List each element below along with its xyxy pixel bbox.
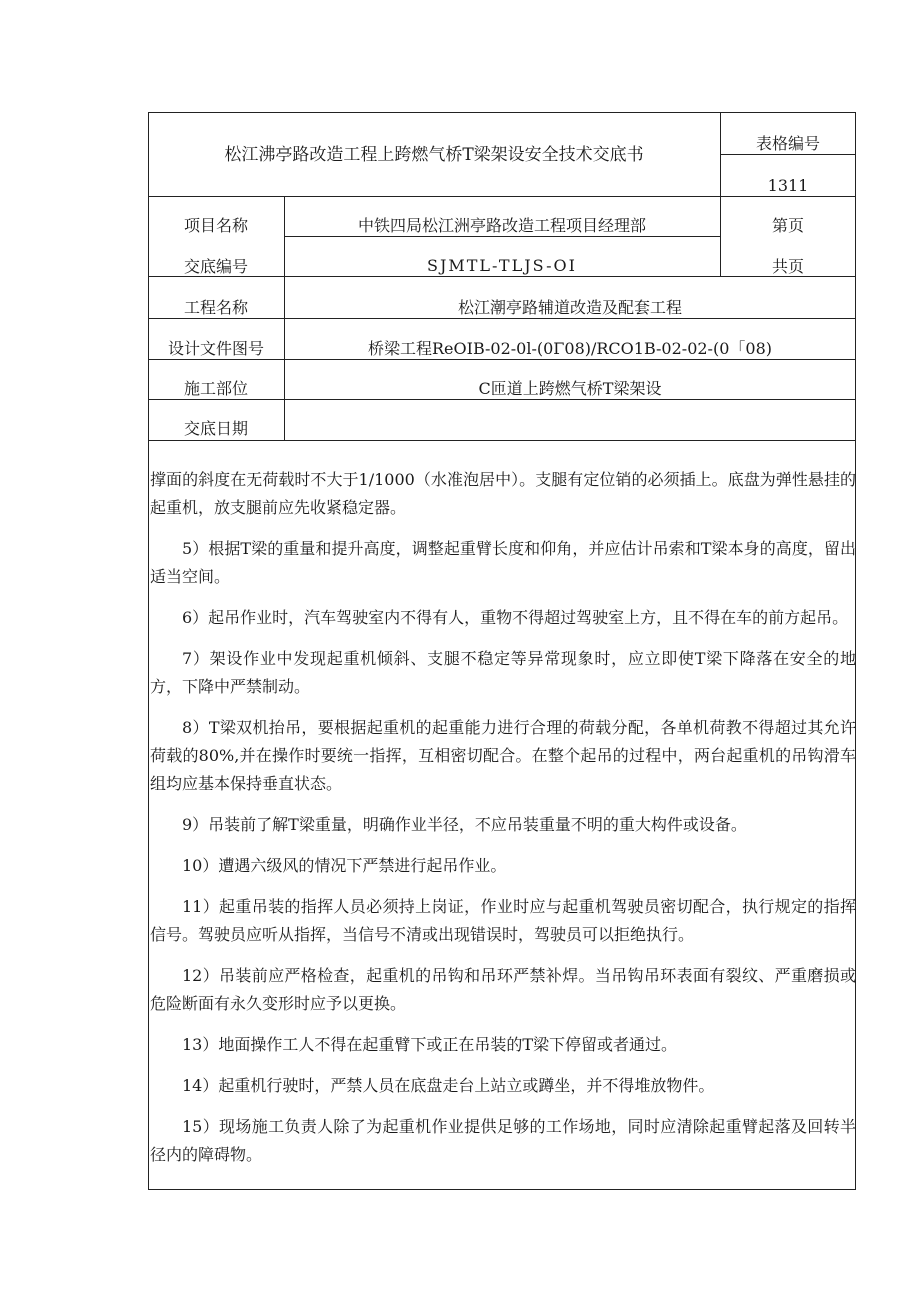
row-divider — [284, 236, 720, 237]
design-document-label: 设计文件图号 — [167, 339, 264, 358]
engineering-name-label: 工程名称 — [183, 298, 248, 317]
paragraph: 撑面的斜度在无荷载时不大于1/1000（水准泡居中）。支腿有定位销的必须插上。底盘为弹性悬挂的起重机，放支腿前应先收紧稳定器。 — [150, 470, 856, 517]
construction-part-label: 施工部位 — [183, 379, 248, 398]
row-divider — [148, 318, 856, 319]
design-document-value: 桥梁工程ReOIB-02-0l-(0Γ08)/RCO1B-02-02-(0「08) — [367, 339, 772, 358]
row-divider — [148, 399, 856, 400]
paragraph: 13）地面操作工人不得在起重臂下或正在吊装的T梁下停留或者通过。 — [182, 1035, 678, 1054]
paragraph: 12）吊装前应严格检查，起重机的吊钩和吊环严禁补焊。当吊钩吊环表面有裂纹、严重磨损或危险断面有永久变形时应予以更换。 — [150, 966, 856, 1013]
form-number-value: 1311 — [767, 176, 809, 195]
disclosure-number-value: SJMTL-TLJS-OI — [427, 256, 577, 275]
paragraph: 10）遭遇六级风的情况下严禁进行起吊作业。 — [182, 856, 507, 875]
paragraph: 5）根据T梁的重量和提升高度，调整起重臂长度和仰角，并应估计吊索和T梁本身的高度，留出适当空间。 — [150, 539, 856, 586]
paragraph: 6）起吊作业时，汽车驾驶室内不得有人，重物不得超过驾驶室上方，且不得在车的前方起吊。 — [182, 608, 849, 627]
row-divider — [148, 196, 856, 197]
project-name-label: 项目名称 — [183, 216, 248, 235]
paragraph: 7）架设作业中发现起重机倾斜、支腿不稳定等异常现象时，应立即使T梁下降落在安全的地方，下降中严禁制动。 — [150, 649, 856, 696]
paragraph: 15）现场施工负责人除了为起重机作业提供足够的工作场地，同时应清除起重臂起落及回转半径内的障碍物。 — [150, 1117, 856, 1164]
row-divider — [148, 440, 856, 441]
form-number-label: 表格编号 — [755, 134, 820, 153]
construction-part-value: C匝道上跨燃气桥T梁架设 — [478, 379, 662, 398]
body-text — [150, 466, 856, 1182]
paragraph: 11）起重吊装的指挥人员必须持上岗证，作业时应与起重机驾驶员密切配合，执行规定的指挥信号。驾驶员应听从指挥，当信号不清或出现错误时，驾驶员可以拒绝执行。 — [150, 897, 856, 944]
disclosure-date-label: 交底日期 — [183, 419, 248, 438]
page-number-label: 第页 — [771, 216, 804, 235]
paragraph: 9）吊装前了解T梁重量，明确作业半径，不应吊装重量不明的重大构件或设备。 — [182, 815, 747, 834]
paragraph: 14）起重机行驶时，严禁人员在底盘走台上站立或蹲坐，并不得堆放物件。 — [182, 1076, 715, 1095]
row-divider — [720, 154, 856, 155]
engineering-name-value: 松江潮亭路辅道改造及配套工程 — [457, 298, 682, 317]
disclosure-number-label: 交底编号 — [183, 257, 248, 276]
paragraph: 8）T梁双机抬吊，要根据起重机的起重能力进行合理的荷载分配，各单机荷教不得超过其允许荷载的80%,并在操作时要统一指挥，互相密切配合。在整个起吊的过程中，两台起重机的吊钩滑车组均应基本保持垂直状态。 — [150, 718, 856, 793]
row-divider — [148, 359, 856, 360]
total-pages-label: 共页 — [771, 257, 804, 276]
document-title: 松江沸亭路改造工程上跨燃气桥T梁架设安全技术交底书 — [224, 145, 644, 165]
project-name-value: 中铁四局松江洲亭路改造工程项目经理部 — [357, 216, 646, 235]
